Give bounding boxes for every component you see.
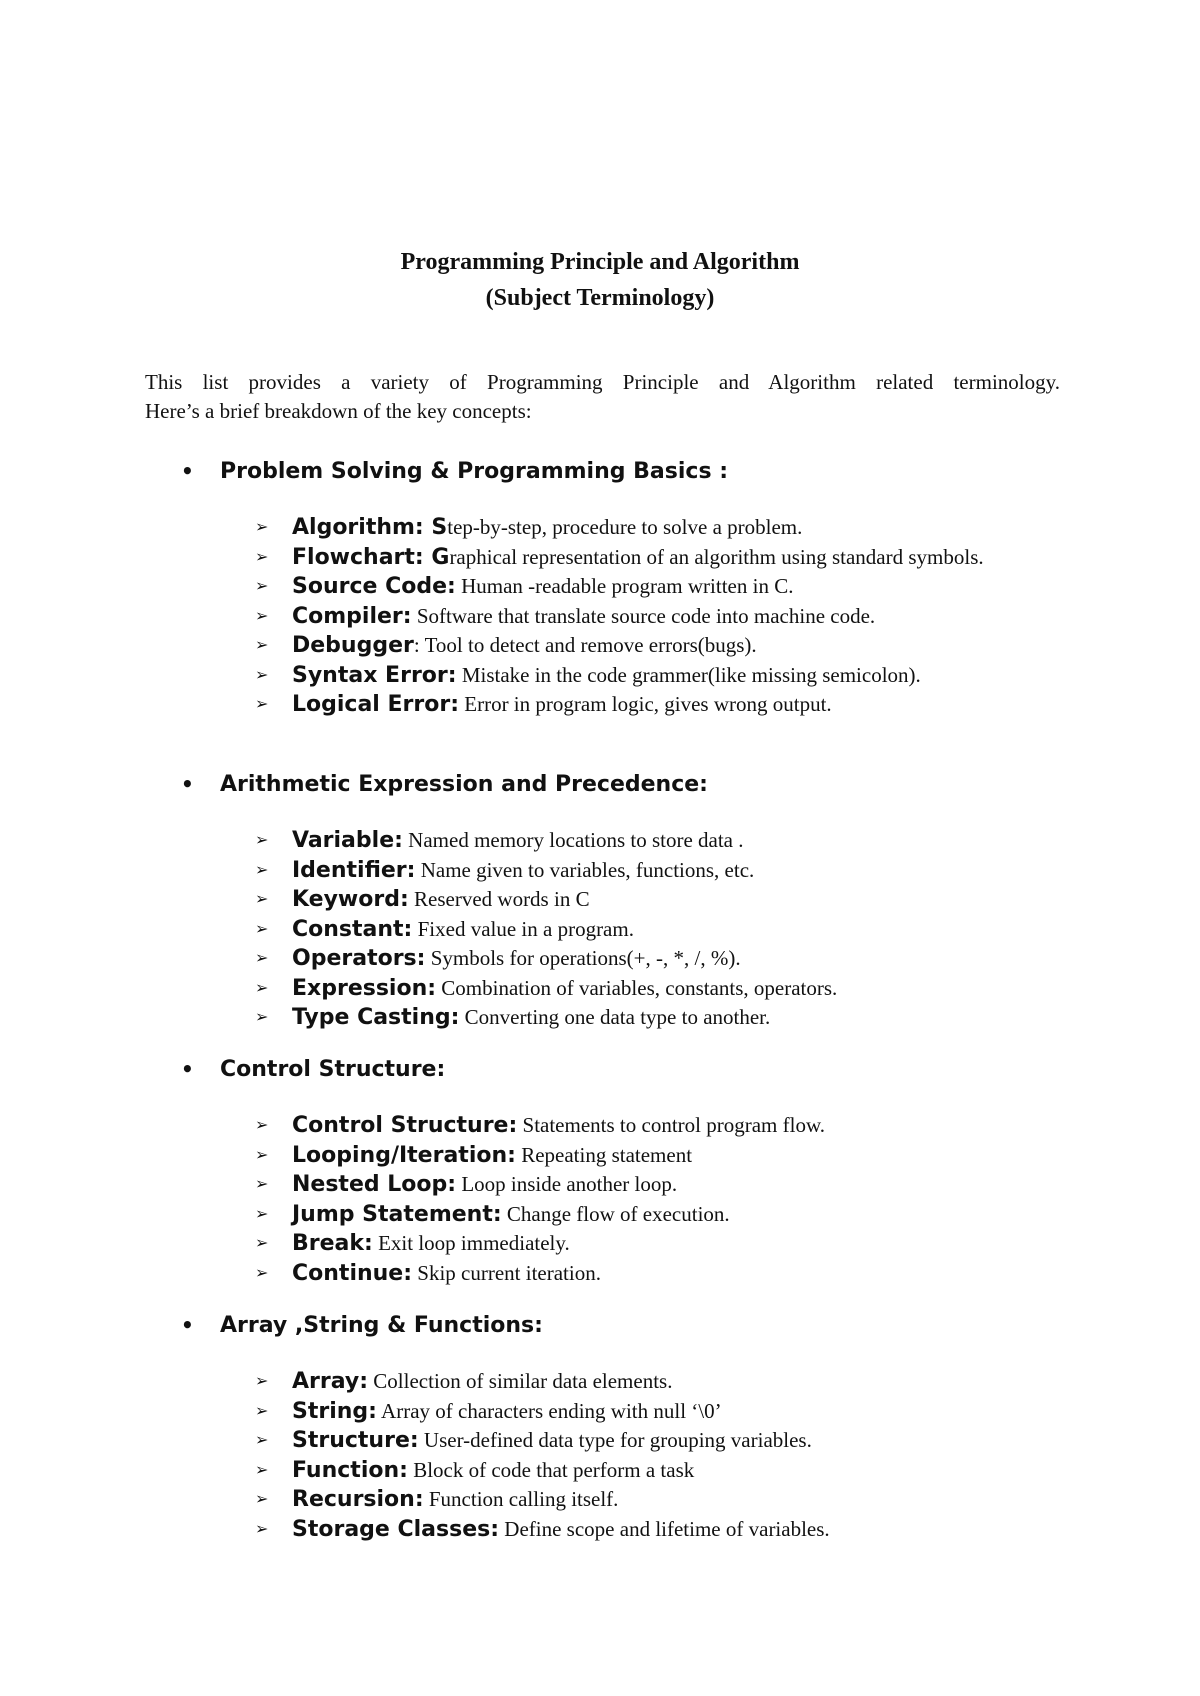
term-label: Keyword: xyxy=(292,887,409,912)
list-item xyxy=(255,572,1060,602)
arrow-bullet-icon: ➢ xyxy=(255,889,269,908)
arrow-bullet-icon: ➢ xyxy=(255,1007,269,1026)
term-label: Storage Classes: xyxy=(292,1516,500,1542)
term-description: tep-by-step, procedure to solve a problem. xyxy=(447,515,803,539)
list-item xyxy=(255,1367,1060,1397)
list-item xyxy=(255,915,1060,945)
list-item xyxy=(255,856,1060,886)
arrow-bullet-icon: ➢ xyxy=(255,517,269,536)
term-description: Combination of variables, constants, operators. xyxy=(436,975,838,1000)
bullet-icon: • xyxy=(181,1313,194,1337)
section-heading xyxy=(181,1309,543,1341)
arrow-bullet-icon: ➢ xyxy=(255,694,269,713)
term-description: Exit loop immediately. xyxy=(372,1231,570,1255)
arrow-bullet-icon: ➢ xyxy=(255,635,269,654)
term-description: Change flow of execution. xyxy=(501,1201,730,1226)
term-label: Expression: xyxy=(292,975,437,1001)
term-description: Fixed value in a program. xyxy=(412,916,634,941)
section-heading-label: Problem Solving & Programming Basics : xyxy=(220,458,729,484)
term-label: Continue: xyxy=(292,1260,413,1286)
term-description: Statements to control program flow. xyxy=(517,1113,826,1137)
list-item xyxy=(255,1003,1060,1033)
term-label: Compiler: xyxy=(292,603,412,629)
term-description: Symbols for operations(+, -, *, /, %). xyxy=(425,946,741,970)
list-item xyxy=(255,1397,1060,1427)
list-item xyxy=(255,513,1060,543)
term-label: Function: xyxy=(292,1457,408,1483)
term-label: Variable: xyxy=(292,828,403,853)
list-item xyxy=(255,631,1060,661)
bullet-icon: • xyxy=(181,772,194,796)
arrow-bullet-icon: ➢ xyxy=(255,1489,269,1508)
term-label: Recursion: xyxy=(292,1487,424,1512)
term-label: Syntax Error: xyxy=(292,662,457,688)
section-heading xyxy=(181,1053,445,1085)
term-description: Human -readable program written in C. xyxy=(455,574,794,598)
arrow-bullet-icon: ➢ xyxy=(255,1262,269,1282)
term-label: Array: xyxy=(292,1369,369,1394)
arrow-bullet-icon: ➢ xyxy=(255,1371,269,1390)
list-item xyxy=(255,885,1060,915)
term-description: raphical representation of an algorithm using standard symbols. xyxy=(449,544,984,569)
term-label: Looping/Iteration: xyxy=(292,1142,516,1168)
term-description: Mistake in the code grammer(like missing semicolon). xyxy=(456,662,921,687)
term-description: Function calling itself. xyxy=(423,1487,619,1511)
arrow-bullet-icon: ➢ xyxy=(255,605,269,625)
term-label: Flowchart: G xyxy=(292,544,450,570)
term-list xyxy=(255,826,1060,1033)
term-description: Converting one data type to another. xyxy=(459,1005,771,1029)
section-heading-label: Array ,String & Functions: xyxy=(220,1312,543,1338)
list-item xyxy=(255,826,1060,856)
term-description: Collection of similar data elements. xyxy=(368,1369,673,1393)
term-description: User-defined data type for grouping variables. xyxy=(418,1428,812,1452)
arrow-bullet-icon: ➢ xyxy=(255,546,269,566)
section-heading-label: Control Structure: xyxy=(220,1056,446,1082)
term-description: : Tool to detect and remove errors(bugs). xyxy=(413,633,757,657)
arrow-bullet-icon: ➢ xyxy=(255,1459,269,1479)
list-item xyxy=(255,1200,1060,1230)
arrow-bullet-icon: ➢ xyxy=(255,977,269,997)
term-label: Algorithm: S xyxy=(292,515,448,540)
bullet-icon: • xyxy=(181,459,194,483)
term-description: Skip current iteration. xyxy=(412,1260,601,1285)
term-list xyxy=(255,1367,1060,1544)
list-item xyxy=(255,543,1060,573)
list-item xyxy=(255,1229,1060,1259)
arrow-bullet-icon: ➢ xyxy=(255,830,269,849)
intro-paragraph xyxy=(145,368,1060,426)
term-description: Error in program logic, gives wrong output. xyxy=(459,692,832,716)
term-description: Array of characters ending with null ‘\0’ xyxy=(376,1398,722,1423)
arrow-bullet-icon: ➢ xyxy=(255,1174,269,1193)
arrow-bullet-icon: ➢ xyxy=(255,576,269,595)
arrow-bullet-icon: ➢ xyxy=(255,1518,269,1538)
arrow-bullet-icon: ➢ xyxy=(255,1144,269,1164)
section-heading xyxy=(181,455,728,487)
arrow-bullet-icon: ➢ xyxy=(255,1430,269,1449)
term-label: Type Casting: xyxy=(292,1005,460,1030)
term-label: Logical Error: xyxy=(292,692,459,717)
intro-line: Here’s a brief breakdown of the key concepts: xyxy=(145,399,532,423)
term-label: Structure: xyxy=(292,1428,419,1453)
term-label: Break: xyxy=(292,1231,373,1256)
arrow-bullet-icon: ➢ xyxy=(255,918,269,938)
list-item xyxy=(255,661,1060,691)
bullet-icon: • xyxy=(181,1057,194,1081)
term-label: Jump Statement: xyxy=(292,1201,502,1227)
term-label: Operators: xyxy=(292,946,426,971)
term-description: Reserved words in C xyxy=(408,887,590,911)
list-item xyxy=(255,1426,1060,1456)
term-list xyxy=(255,513,1060,720)
term-label: String: xyxy=(292,1398,377,1424)
term-description: Block of code that perform a task xyxy=(407,1457,695,1482)
term-description: Software that translate source code into machine code. xyxy=(411,603,876,628)
intro-line: This list provides a variety of Programming Principle and Algorithm related terminology. xyxy=(145,370,1060,394)
term-label: Control Structure: xyxy=(292,1113,518,1138)
list-item xyxy=(255,1259,1060,1289)
document-subtitle: (Subject Terminology) xyxy=(485,285,715,311)
arrow-bullet-icon: ➢ xyxy=(255,859,269,879)
arrow-bullet-icon: ➢ xyxy=(255,1233,269,1252)
list-item xyxy=(255,1515,1060,1545)
section-heading xyxy=(181,768,708,800)
list-item xyxy=(255,1141,1060,1171)
list-item xyxy=(255,1456,1060,1486)
term-description: Repeating statement xyxy=(515,1142,693,1167)
list-item xyxy=(255,1485,1060,1515)
arrow-bullet-icon: ➢ xyxy=(255,948,269,967)
term-list xyxy=(255,1111,1060,1288)
term-description: Name given to variables, functions, etc. xyxy=(415,857,755,882)
term-label: Constant: xyxy=(292,916,413,942)
arrow-bullet-icon: ➢ xyxy=(255,1115,269,1134)
term-label: Debugger xyxy=(292,633,414,658)
term-description: Named memory locations to store data . xyxy=(402,828,744,852)
arrow-bullet-icon: ➢ xyxy=(255,664,269,684)
term-label: Identifier: xyxy=(292,857,416,883)
term-label: Nested Loop: xyxy=(292,1172,457,1197)
arrow-bullet-icon: ➢ xyxy=(255,1203,269,1223)
document-title: Programming Principle and Algorithm xyxy=(400,249,800,275)
list-item xyxy=(255,944,1060,974)
list-item xyxy=(255,690,1060,720)
list-item xyxy=(255,1111,1060,1141)
term-description: Loop inside another loop. xyxy=(456,1172,678,1196)
list-item xyxy=(255,602,1060,632)
term-label: Source Code: xyxy=(292,574,456,599)
section-heading-label: Arithmetic Expression and Precedence: xyxy=(220,771,708,797)
list-item xyxy=(255,974,1060,1004)
arrow-bullet-icon: ➢ xyxy=(255,1400,269,1420)
term-description: Define scope and lifetime of variables. xyxy=(499,1516,830,1541)
list-item xyxy=(255,1170,1060,1200)
